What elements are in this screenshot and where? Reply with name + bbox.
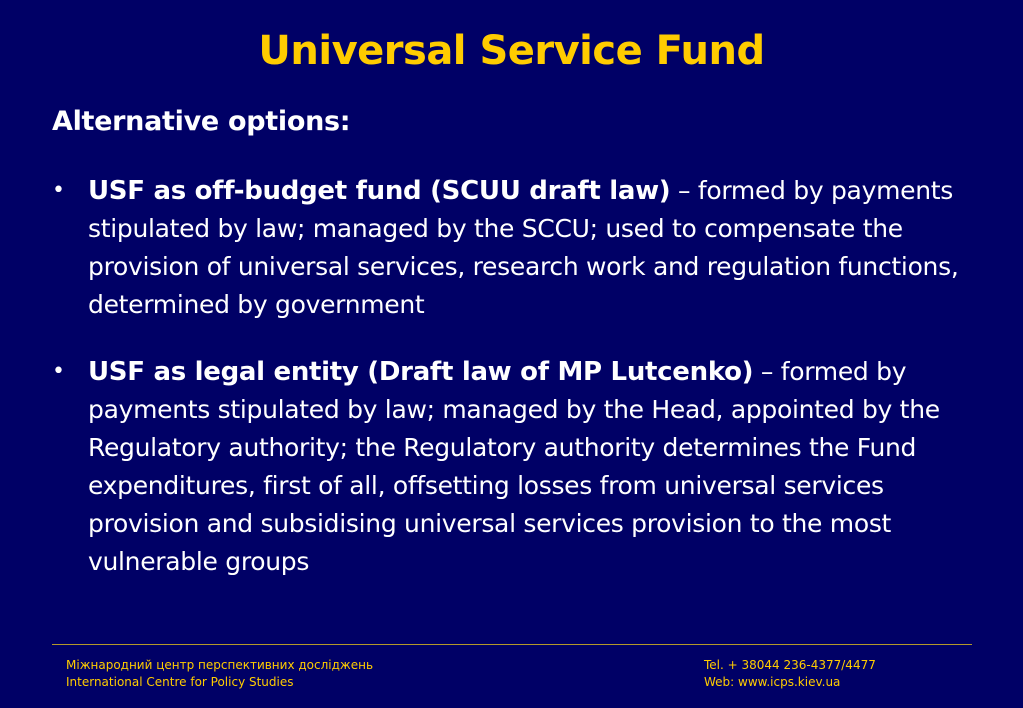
- footer-org-english: International Centre for Policy Studies: [66, 675, 294, 689]
- slide-subtitle: Alternative options:: [52, 106, 351, 137]
- footer-org-ukrainian: Міжнародний центр перспективних досліджень: [66, 658, 374, 672]
- bullet-text: – formed by payments stipulated by law; managed by the SCCU; used to compensate the provision of universal services, research work and regulation functions, determined by government: [88, 176, 959, 319]
- footer-divider: [52, 644, 972, 645]
- footer-telephone: Tel. + 38044 236-4377/4477: [704, 658, 876, 672]
- bullet-list: [52, 172, 982, 581]
- footer-contacts: [704, 657, 876, 691]
- bullet-lead: USF as legal entity (Draft law of MP Lutcenko): [88, 357, 754, 387]
- bullet-item-legal-entity: [52, 353, 982, 581]
- bullet-item-off-budget-fund: [52, 172, 982, 324]
- bullet-icon: •: [52, 359, 65, 384]
- bullet-text: – formed by payments stipulated by law; managed by the Head, appointed by the Regulatory authority; the Regulatory authority determines the Fund expenditures, first of all, offsetting losses from universal services provision and subsidising universal services provision to the most vulnerable groups: [88, 357, 940, 576]
- bullet-icon: •: [52, 178, 65, 203]
- bullet-lead: USF as off-budget fund (SCUU draft law): [88, 176, 671, 206]
- footer-website: Web: www.icps.kiev.ua: [704, 675, 841, 689]
- footer-organization: [66, 657, 373, 691]
- slide-title: Universal Service Fund: [258, 28, 765, 74]
